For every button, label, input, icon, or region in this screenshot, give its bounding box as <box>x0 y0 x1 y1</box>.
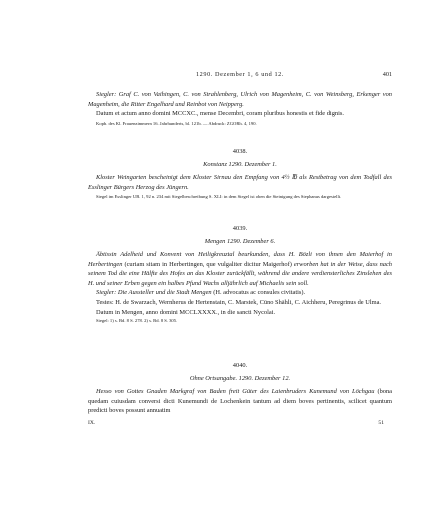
datum-text: Datum in Mengen, anno domini MCCLXXXX., in die sancti Nycolai. <box>96 308 276 316</box>
page-number: 401 <box>382 71 392 78</box>
running-header <box>88 71 392 83</box>
previous-document-end <box>88 90 392 127</box>
signature-mark: IX. <box>88 420 96 426</box>
source-note: Kopb. des Kl. Frauenzimmern 16. Jahrhunderts, bl. 121b. — Abdruck: ZGORh. 4, 190. <box>96 120 257 126</box>
document-number: 4039. <box>232 225 248 232</box>
sealers-text: Siegler: Graf C. von Vaihingen, C. von Strahlenberg, Ulrich von Magenheim, C. von Weinsberg, Erkenger von Magenheim, die Ritter Engelhard und Reinbot von Neipperg. <box>88 91 392 108</box>
document-4038 <box>88 148 392 200</box>
header-title: 1290. Dezember 1, 6 und 12. <box>195 71 285 78</box>
source-note: Siegel: 1) s. Bd. 8 S. 278. 2) s. Bd. 8 S. 305. <box>96 318 178 324</box>
datum-text: Datum et actum anno domini MCCXC., mense Decembri, coram pluribus honestis et fide dignis. <box>96 110 344 118</box>
document-summary: Kloster Weingarten bescheinigt dem Kloster Sirnau den Empfang von 4½ ℔ als Restbetrag von dem Todfall des Esslinger Bürgers Herzog des Jüngern. <box>88 174 392 191</box>
sealers-text: Siegler: Die Aussteller und die Stadt Mengen (H. advocatus ac consules civitatis). <box>96 289 306 297</box>
place-date: Mengen 1290. Dezember 6. <box>204 238 276 245</box>
page-footer <box>88 420 392 430</box>
document-number: 4040. <box>232 362 248 369</box>
sheet-number: 51 <box>378 420 384 426</box>
witnesses-text: Testes: H. de Swarzach, Wernherus de Hertenstain, C. Marstek, Cūno Shāhli, C. Aichheru, Peregrinus de Ulma. <box>96 298 382 306</box>
document-summary: Hesso von Gottes Gnaden Markgraf von Baden freit Güter des Laienbruders Kunemund von Löchgau (bona quedam cuiusdam conversi dicti Kunemundi de Lochenkein tantum ad diem boves pertinentis, scilicet quantum predicti boves possunt annuatim <box>88 388 392 415</box>
document-4039 <box>88 225 392 324</box>
document-summary: Äbtissin Adelheid und Konvent von Heiligkreuztal beurkunden, dass H. Bözli von ihnen den Maierhof in Herbertingen (curiam sitam in Herbertingen, que vulgaliter dicitur Maigerhof) erworben hat in der Weise, dass nach seinem Tod die eine Hälfte des Hofes an das Kloster zurückfällt, während die andere verdiensterliches Zinslehen des H. und seiner Erben gegen ein halbes Pfund Wachs alljährlich auf Michaelis sein soll. <box>88 251 392 287</box>
document-number: 4038. <box>232 148 248 155</box>
place-date: Konstanz 1290. Dezember 1. <box>203 161 277 168</box>
source-note: Siegel im Esslinger UB. 1, 92 n. 234 mit Siegelbeschreibung S. XLI: in dem Siegel ist oben die Steinigung des Stephanus dargestellt. <box>96 194 342 200</box>
place-date: Ohne Ortsangabe. 1290. Dezember 12. <box>189 375 291 382</box>
document-4040 <box>88 362 392 416</box>
